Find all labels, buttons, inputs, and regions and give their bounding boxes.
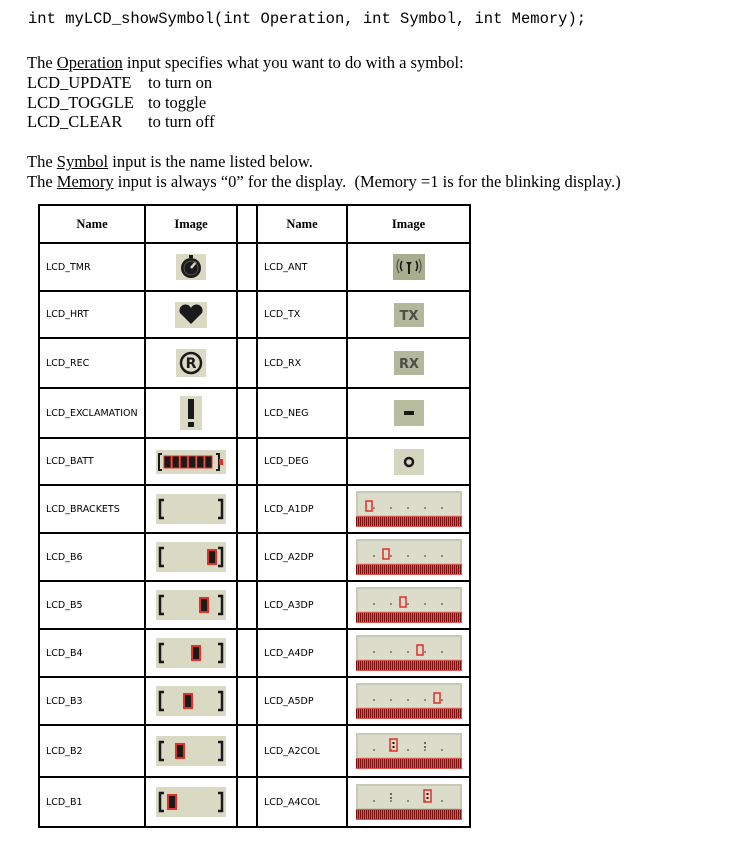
negative-sign-icon: [394, 400, 424, 426]
table-row: [39, 485, 470, 533]
operation-param: Operation: [56, 53, 123, 72]
record-icon: [176, 349, 206, 377]
symbol-name-cell: LCD_B3: [39, 677, 145, 725]
symbol-name-cell: LCD_A1DP: [257, 485, 347, 533]
svg-text:RX: RX: [398, 357, 419, 372]
column-separator: [237, 388, 257, 438]
column-separator: [237, 338, 257, 388]
battery-icon: [156, 450, 226, 474]
operation-option-toggle: LCD_TOGGLE to toggle: [27, 93, 207, 112]
symbol-name-cell: LCD_A2COL: [257, 725, 347, 777]
column-separator: [237, 725, 257, 777]
table-row: [39, 533, 470, 581]
symbol-name-cell: LCD_B6: [39, 533, 145, 581]
lcd-strip-dp5-icon: [356, 683, 462, 719]
operation-intro: The Operation input specifies what you want to do with a symbol:: [27, 53, 464, 72]
svg-text:R: R: [185, 356, 197, 372]
symbol-name-cell: LCD_B5: [39, 581, 145, 629]
column-separator: [237, 485, 257, 533]
header-name-right: Name: [257, 205, 347, 243]
symbol-name-cell: LCD_TX: [257, 291, 347, 338]
table-row: [39, 677, 470, 725]
symbol-name-cell: LCD_A4COL: [257, 777, 347, 827]
column-separator: [237, 581, 257, 629]
column-separator: [237, 677, 257, 725]
column-separator: [237, 291, 257, 338]
symbol-image-cell: [347, 677, 470, 725]
symbol-name-cell: LCD_RX: [257, 338, 347, 388]
symbol-name-cell: LCD_A2DP: [257, 533, 347, 581]
lcd-strip-col2-icon: [356, 733, 462, 769]
header-image-left: Image: [145, 205, 237, 243]
symbol-image-cell: [145, 291, 237, 338]
symbol-name-cell: LCD_DEG: [257, 438, 347, 485]
operation-option-update: LCD_UPDATE to turn on: [27, 73, 213, 92]
column-separator: [237, 243, 257, 291]
header-name-left: Name: [39, 205, 145, 243]
memory-param: Memory: [56, 172, 114, 191]
symbol-name-cell: LCD_TMR: [39, 243, 145, 291]
memory-description: The Memory input is always “0” for the display. (Memory =1 is for the blinking display.): [27, 172, 621, 191]
svg-text:TX: TX: [399, 308, 418, 324]
symbol-image-cell: [145, 243, 237, 291]
lcd-strip-dp3-icon: [356, 587, 462, 623]
symbol-image-cell: [145, 677, 237, 725]
symbol-image-cell: [145, 485, 237, 533]
symbol-image-cell: [145, 725, 237, 777]
heart-icon: [175, 302, 207, 328]
symbol-image-cell: [347, 777, 470, 827]
table-row: [39, 438, 470, 485]
symbol-image-cell: [347, 533, 470, 581]
column-separator: [237, 438, 257, 485]
symbol-name-cell: LCD_BRACKETS: [39, 485, 145, 533]
lcd-strip-dp2-icon: [356, 539, 462, 575]
symbol-description: The Symbol input is the name listed below.: [27, 152, 313, 171]
symbol-table: [38, 204, 471, 828]
symbol-name-cell: LCD_EXCLAMATION: [39, 388, 145, 438]
symbol-image-cell: [347, 338, 470, 388]
symbol-name-cell: LCD_B4: [39, 629, 145, 677]
battery-b1-icon: [156, 787, 226, 817]
table-row: [39, 243, 470, 291]
table-row: [39, 629, 470, 677]
symbol-image-cell: [347, 629, 470, 677]
degree-icon: [394, 449, 424, 475]
symbol-image-cell: [347, 725, 470, 777]
symbol-image-cell: [347, 388, 470, 438]
symbol-name-cell: LCD_HRT: [39, 291, 145, 338]
battery-b6-icon: [156, 542, 226, 572]
battery-b2-icon: [156, 736, 226, 766]
column-separator: [237, 533, 257, 581]
battery-b4-icon: [156, 638, 226, 668]
symbol-image-cell: [145, 533, 237, 581]
operation-option-clear: LCD_CLEAR to turn off: [27, 112, 215, 131]
rx-icon: [394, 351, 424, 375]
symbol-name-cell: LCD_A3DP: [257, 581, 347, 629]
column-separator: [237, 777, 257, 827]
lcd-strip-dp4-icon: [356, 635, 462, 671]
header-image-right: Image: [347, 205, 470, 243]
symbol-image-cell: [145, 388, 237, 438]
table-row: [39, 388, 470, 438]
symbol-name-cell: LCD_B1: [39, 777, 145, 827]
table-row: [39, 338, 470, 388]
symbol-name-cell: LCD_BATT: [39, 438, 145, 485]
lcd-strip-dp1-icon: [356, 491, 462, 527]
symbol-name-cell: LCD_REC: [39, 338, 145, 388]
symbol-image-cell: [347, 291, 470, 338]
symbol-name-cell: LCD_B2: [39, 725, 145, 777]
symbol-image-cell: [145, 777, 237, 827]
symbol-image-cell: [145, 629, 237, 677]
column-separator: [237, 629, 257, 677]
table-row: [39, 291, 470, 338]
symbol-name-cell: LCD_NEG: [257, 388, 347, 438]
symbol-image-cell: [347, 243, 470, 291]
symbol-image-cell: [347, 438, 470, 485]
antenna-icon: [393, 254, 425, 280]
battery-b3-icon: [156, 686, 226, 716]
lcd-strip-col4-icon: [356, 784, 462, 820]
symbol-name-cell: LCD_A4DP: [257, 629, 347, 677]
table-row: [39, 581, 470, 629]
brackets-icon: [156, 494, 226, 524]
symbol-param: Symbol: [56, 152, 109, 171]
exclamation-icon: [180, 396, 202, 430]
table-header-row: [39, 205, 470, 243]
function-signature: int myLCD_showSymbol(int Operation, int Symbol, int Memory);: [28, 10, 587, 28]
symbol-image-cell: [145, 438, 237, 485]
symbol-image-cell: [145, 338, 237, 388]
battery-b5-icon: [156, 590, 226, 620]
tx-icon: [394, 303, 424, 327]
table-row: [39, 777, 470, 827]
symbol-image-cell: [145, 581, 237, 629]
column-separator: [237, 205, 257, 243]
symbol-image-cell: [347, 485, 470, 533]
symbol-name-cell: LCD_A5DP: [257, 677, 347, 725]
symbol-image-cell: [347, 581, 470, 629]
timer-icon: [176, 254, 206, 280]
table-row: [39, 725, 470, 777]
symbol-name-cell: LCD_ANT: [257, 243, 347, 291]
